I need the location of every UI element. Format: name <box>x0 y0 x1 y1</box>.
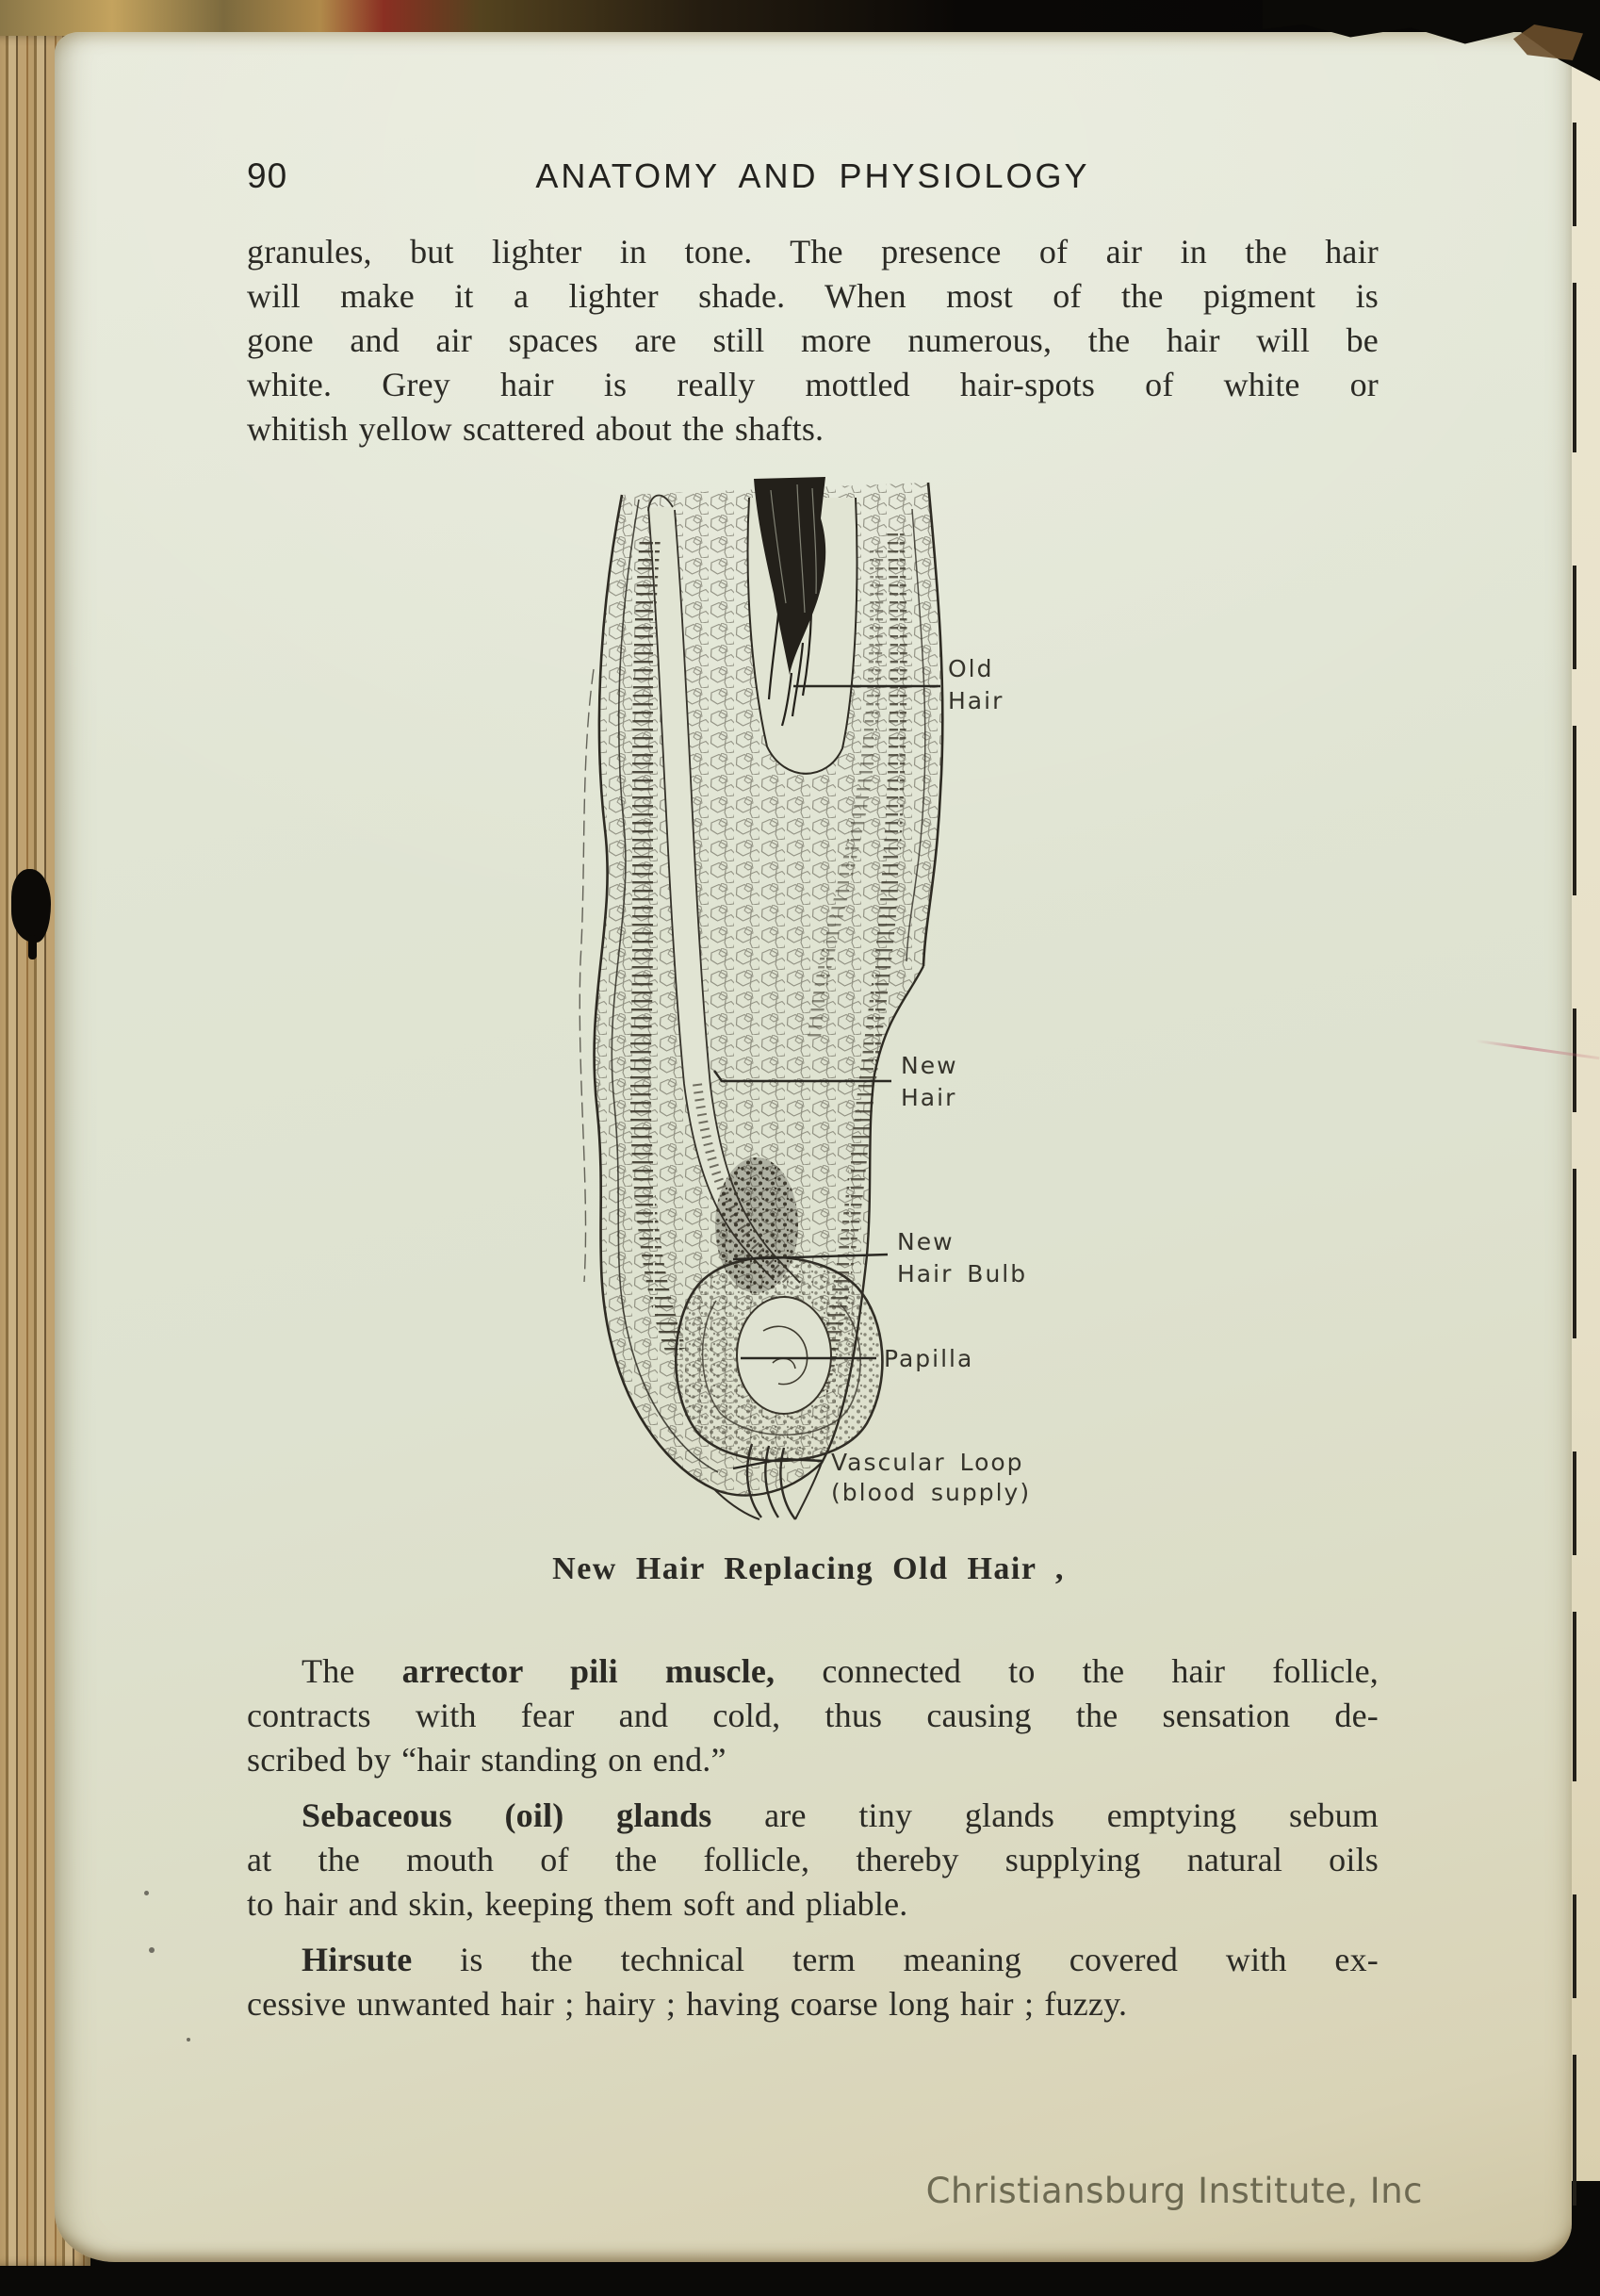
paper-speck <box>187 2038 190 2042</box>
body-line: white. Grey hair is really mottled hair-spots of white or <box>247 366 1379 403</box>
page-number: 90 <box>247 156 288 195</box>
hair-follicle-illustration <box>556 471 1084 1522</box>
paper-speck <box>144 1891 149 1895</box>
bold-term: arrector pili muscle, <box>401 1652 776 1690</box>
book-page <box>55 32 1572 2262</box>
body-line: gone and air spaces are still more numerous, the hair will be <box>247 321 1379 359</box>
papilla-shape <box>737 1297 831 1414</box>
label-new-hair: New <box>901 1052 958 1079</box>
label-vascular-loop: (blood supply) <box>831 1479 1032 1506</box>
body-line: to hair and skin, keeping them soft and pliable. <box>247 1885 908 1923</box>
paragraph-1 <box>247 230 1379 451</box>
ink-blotch <box>11 869 51 943</box>
paragraph-3 <box>247 1794 1379 1927</box>
label-old-hair: Old <box>948 655 994 682</box>
body-line: scribed by “hair standing on end.” <box>247 1741 727 1779</box>
body-line <box>247 1649 1379 1694</box>
paper-speck <box>149 1947 155 1953</box>
body-line: contracts with fear and cold, thus causing the sensation de- <box>247 1697 1379 1734</box>
label-vascular-loop: Vascular Loop <box>831 1449 1024 1476</box>
body-line: will make it a lighter shade. When most of the pigment is <box>247 277 1379 315</box>
paragraph-4 <box>247 1938 1379 2026</box>
bold-term: Hirsute <box>302 1941 413 1978</box>
label-new-hair-bulb: Hair Bulb <box>897 1260 1028 1287</box>
text-segment: are tiny glands emptying sebum <box>711 1796 1379 1834</box>
figure-svg <box>556 471 1084 1522</box>
bold-term: Sebaceous (oil) glands <box>302 1796 712 1834</box>
watermark: Christiansburg Institute, Inc <box>925 2171 1423 2211</box>
text-segment: is the technical term meaning covered with ex- <box>412 1941 1379 1978</box>
body-line <box>247 1938 1379 1982</box>
label-old-hair: Hair <box>948 687 1004 714</box>
label-new-hair-bulb: New <box>897 1228 955 1255</box>
paragraph-2 <box>247 1649 1379 1782</box>
text-segment: The <box>302 1652 402 1690</box>
body-line: granules, but lighter in tone. The presence of air in the hair <box>247 233 1379 271</box>
body-line: whitish yellow scattered about the shafts. <box>247 410 824 448</box>
label-papilla: Papilla <box>884 1345 974 1372</box>
figure-caption: New Hair Replacing Old Hair , <box>552 1551 1065 1586</box>
body-line: at the mouth of the follicle, thereby supplying natural oils <box>247 1841 1379 1878</box>
running-header: ANATOMY AND PHYSIOLOGY <box>535 156 1090 195</box>
body-line: cessive unwanted hair ; hairy ; having coarse long hair ; fuzzy. <box>247 1985 1128 2023</box>
text-segment: connected to the hair follicle, <box>775 1652 1379 1690</box>
page-fore-edge-line <box>1573 57 1576 2206</box>
body-line <box>247 1794 1379 1838</box>
ink-blotch <box>28 935 37 959</box>
label-new-hair: Hair <box>901 1084 957 1111</box>
